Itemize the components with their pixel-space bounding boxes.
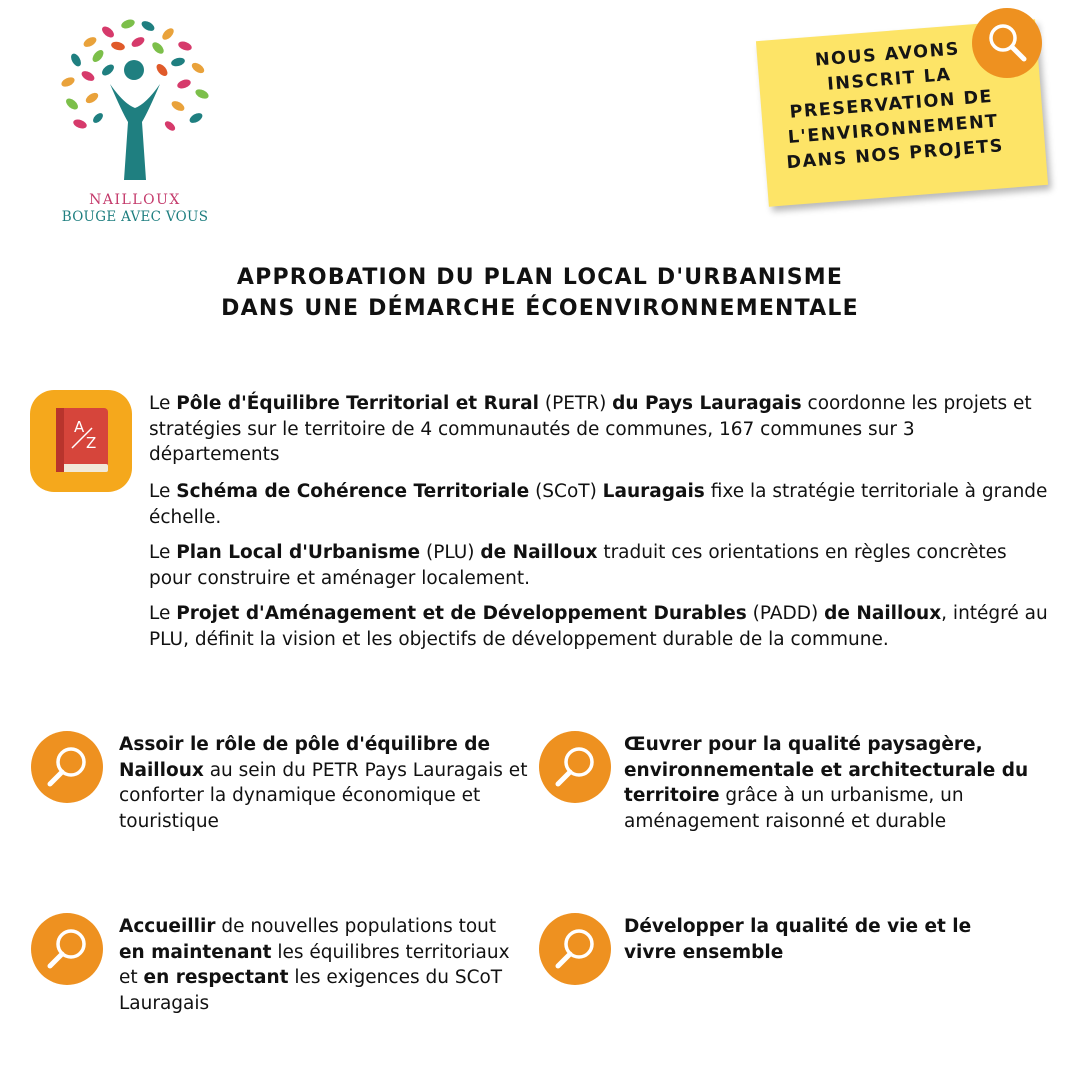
magnifier-icon (539, 731, 611, 803)
magnifier-icon (539, 913, 611, 985)
objective-1: Assoir le rôle de pôle d'équilibre de Nailloux au sein du PETR Pays Lauragais et conforter la dynamique économique et touristique (119, 734, 528, 832)
paragraph-plu: Le Plan Local d'Urbanisme (PLU) de Nailloux traduit ces orientations en règles concrètes pour construire et aménager localement. (149, 542, 1007, 589)
page-title-line2: DANS UNE DÉMARCHE ÉCOENVIRONNEMENTALE (221, 296, 859, 321)
page-title-line1: APPROBATION DU PLAN LOCAL D'URBANISME (236, 265, 844, 290)
logo (50, 12, 220, 227)
logo-subtitle: BOUGE AVEC VOUS (61, 209, 209, 225)
book-az-icon (30, 390, 132, 492)
magnifier-icon (972, 8, 1042, 78)
sticky-note-text: NOUS AVONS INSCRIT LA PRESERVATION DE L'ENVIRONNEMENT DANS NOS PROJETS (785, 39, 1005, 174)
page-title (0, 262, 1080, 324)
objective-2: Œuvrer pour la qualité paysagère, environnementale et architecturale du territoire grâce à un urbanisme, un aménagement raisonné et durable (624, 734, 1029, 832)
objective-4: Développer la qualité de vie et le vivre ensemble (624, 916, 972, 963)
paragraph-scot: Le Schéma de Cohérence Territoriale (SCoT) Lauragais fixe la stratégie territoriale à grande échelle. (149, 481, 1048, 528)
magnifier-icon (31, 731, 103, 803)
book-letter-a: A (74, 418, 85, 436)
paragraph-petr: Le Pôle d'Équilibre Territorial et Rural (PETR) du Pays Lauragais coordonne les projets et stratégies sur le territoire de 4 communautés de communes, 167 communes sur 3 départements (149, 393, 1032, 465)
magnifier-icon (31, 913, 103, 985)
book-letter-z: Z (86, 434, 97, 452)
paragraph-padd: Le Projet d'Aménagement et de Développement Durables (PADD) de Nailloux, intégré au PLU, définit la vision et les objectifs de développement durable de la commune. (149, 603, 1048, 650)
logo-title: NAILLOUX (89, 192, 181, 208)
tree-logo-icon (50, 12, 220, 192)
objective-3: Accueillir de nouvelles populations tout en maintenant les équilibres territoriaux et en respectant les exigences du SCoT Lauragais (119, 916, 510, 1014)
